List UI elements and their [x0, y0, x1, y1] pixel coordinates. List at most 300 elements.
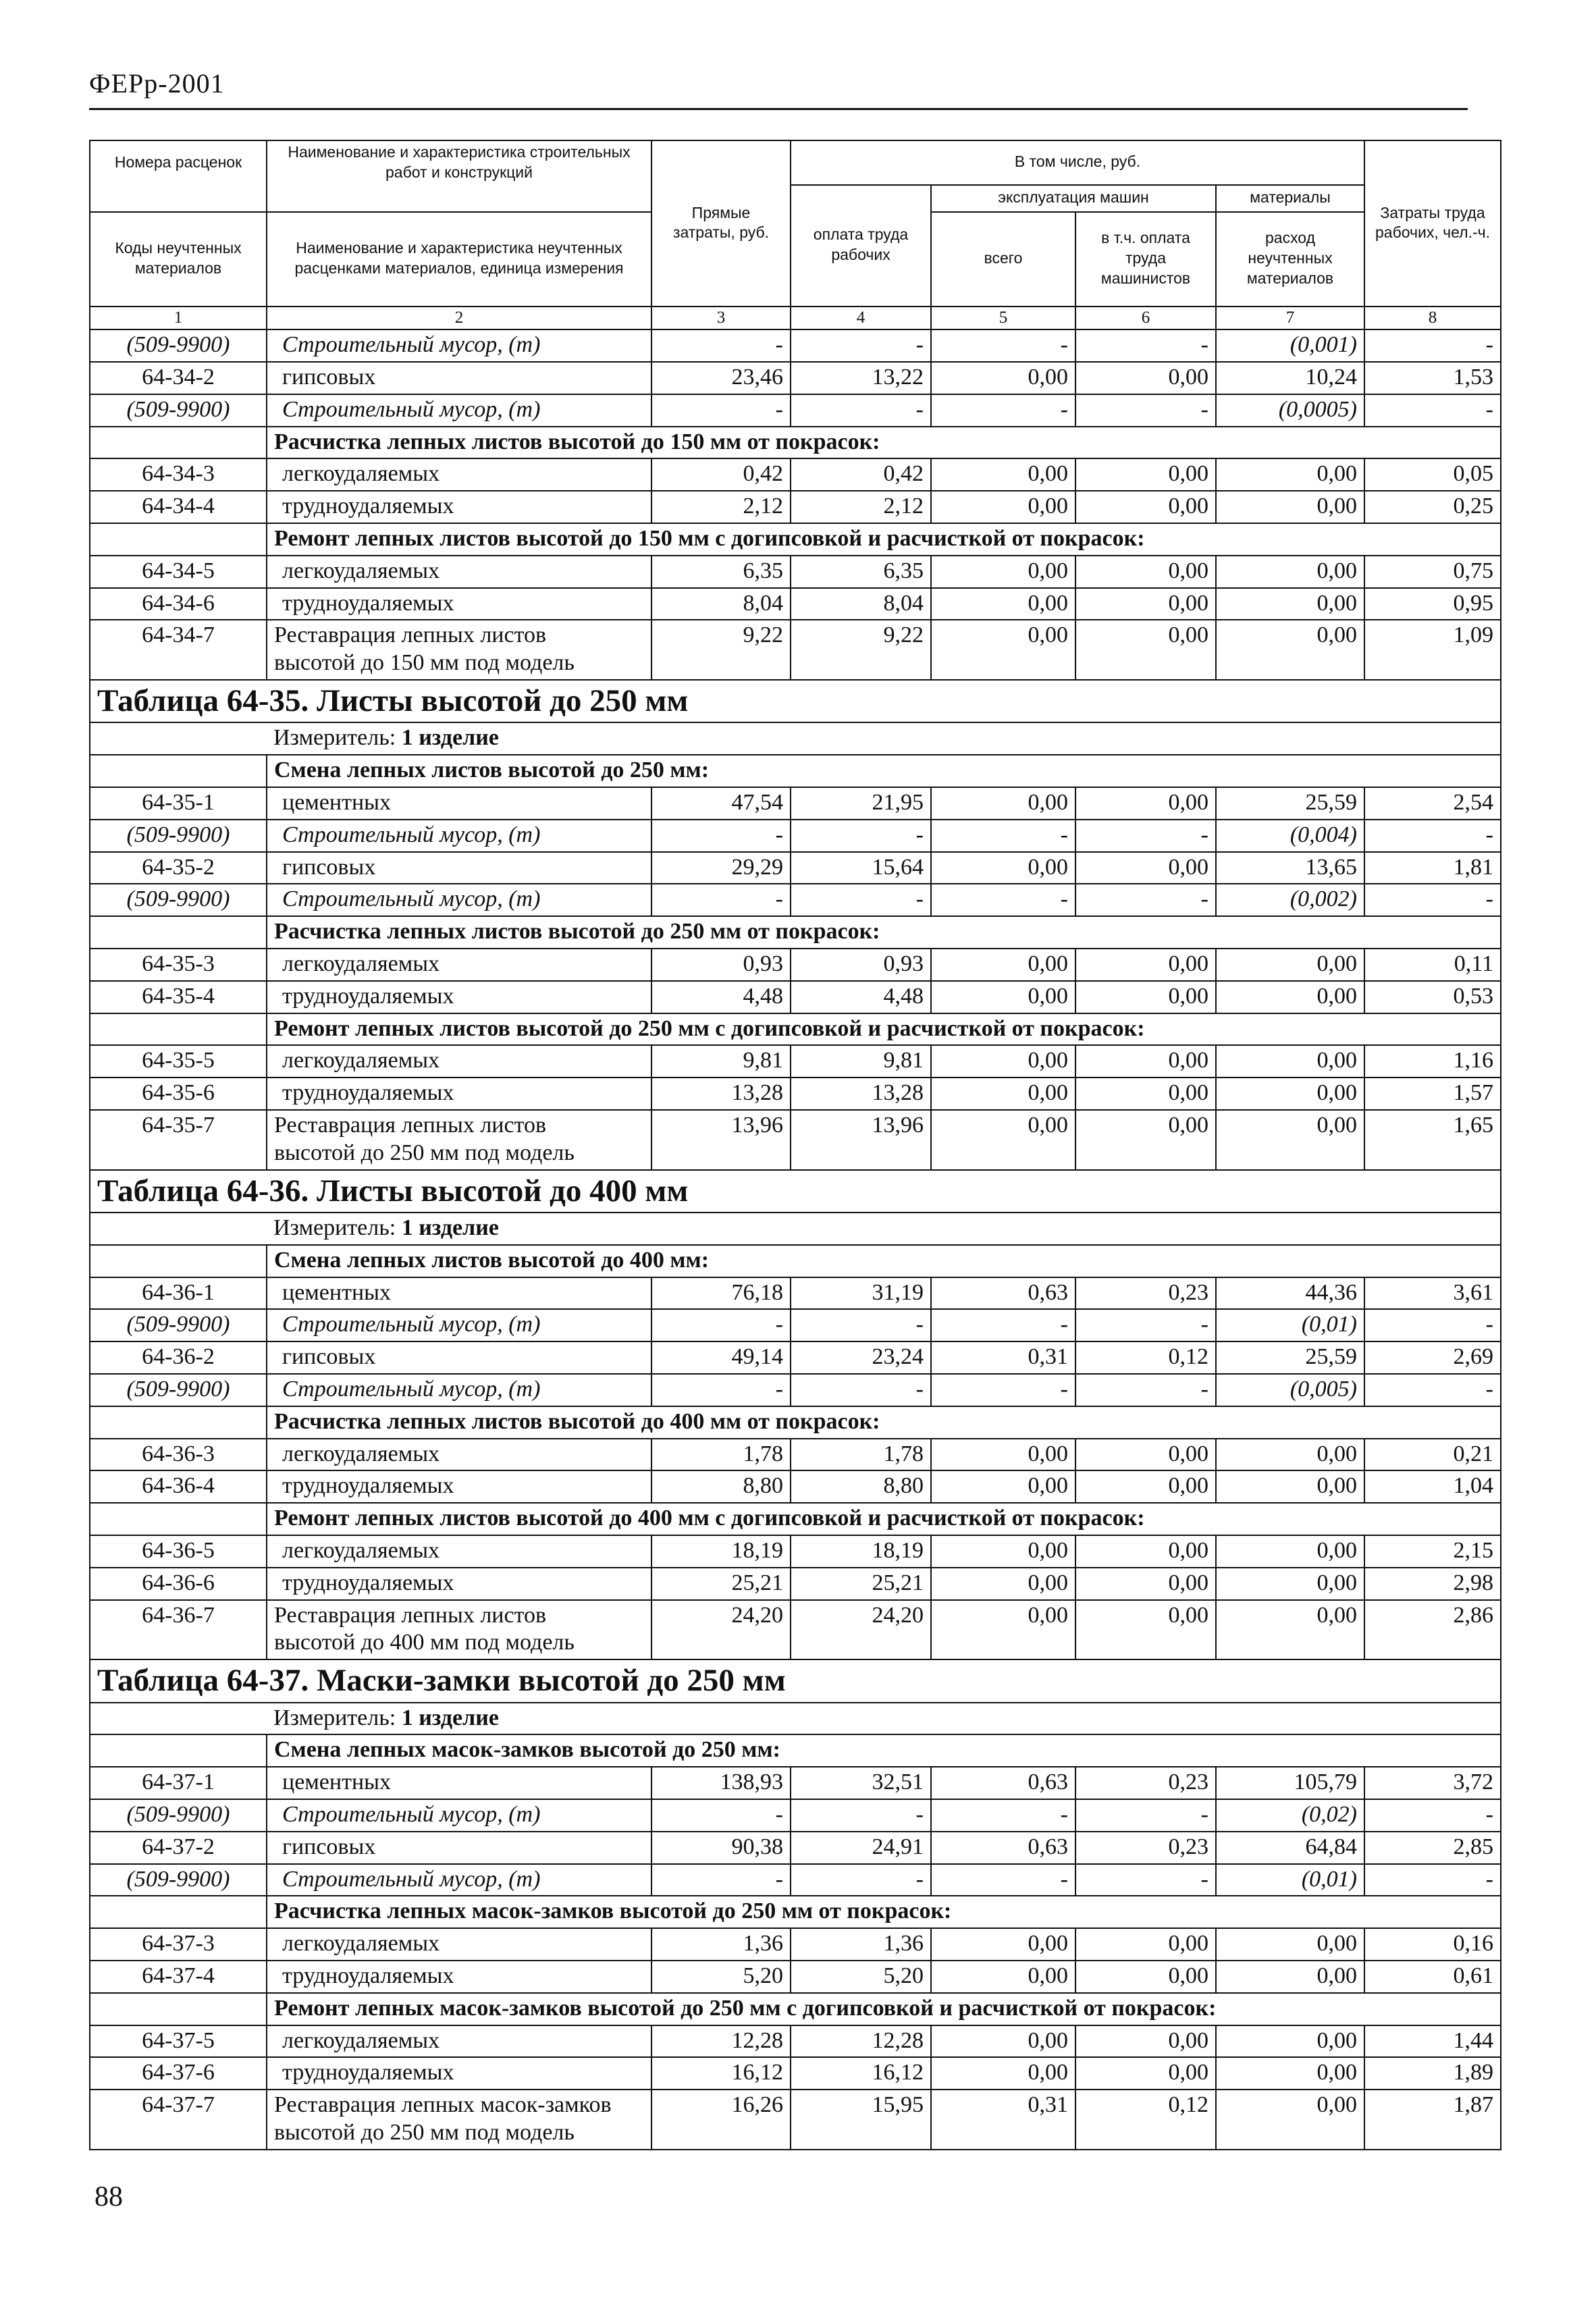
rate-row	[90, 1078, 1501, 1110]
header-rate-numbers: Номера расценок	[90, 140, 267, 185]
rate-code: 64-35-3	[90, 949, 267, 981]
column-number: 2	[267, 307, 651, 330]
group-row	[90, 1993, 1501, 2025]
materials-consumption-value: 0,00	[1216, 1928, 1364, 1961]
header-material-codes: Коды неучтенных материалов	[90, 212, 267, 307]
column-number: 6	[1075, 307, 1216, 330]
wages-value: 1,78	[791, 1439, 931, 1471]
work-name: легкоудаляемых	[267, 556, 651, 588]
machinists-wages-value: 0,00	[1075, 1470, 1216, 1503]
machinists-wages-value: 0,00	[1075, 458, 1216, 491]
materials-consumption-value: 13,65	[1216, 852, 1364, 884]
group-row	[90, 1734, 1501, 1767]
labor-costs-value: -	[1364, 394, 1501, 427]
header-materials: материалы	[1216, 185, 1364, 212]
page-number: 88	[95, 2181, 123, 2212]
machinists-wages-value: 0,00	[1075, 2057, 1216, 2090]
machines-total-value: 0,00	[931, 1045, 1075, 1078]
direct-costs-value: 2,12	[651, 491, 791, 523]
header-materials-consumption: расход неучтенных материалов	[1216, 212, 1364, 307]
machinists-wages-value: 0,00	[1075, 1568, 1216, 1600]
machinists-wages-value: 0,00	[1075, 620, 1216, 680]
labor-costs-value: 1,65	[1364, 1110, 1501, 1170]
meter-spacer	[90, 722, 267, 755]
materials-consumption-value: 64,84	[1216, 1832, 1364, 1864]
table-title: Таблица 64-35. Листы высотой до 250 мм	[90, 680, 1501, 722]
machinists-wages-value: 0,00	[1075, 787, 1216, 820]
labor-costs-value: -	[1364, 329, 1501, 362]
machinists-wages-value: 0,00	[1075, 556, 1216, 588]
wages-value: 25,21	[791, 1568, 931, 1600]
group-row	[90, 523, 1501, 556]
group-spacer	[90, 1993, 267, 2025]
labor-costs-value: 2,15	[1364, 1535, 1501, 1568]
wages-value: 23,24	[791, 1341, 931, 1374]
work-name-line: Реставрация лепных листов	[274, 1602, 547, 1628]
direct-costs-value: -	[651, 1309, 791, 1341]
header-machines-total: всего	[931, 212, 1075, 307]
direct-costs-value: 25,21	[651, 1568, 791, 1600]
header-material-names: Наименование и характеристика неучтенных расценками материалов, единица измерения	[267, 212, 651, 307]
machines-total-value: 0,00	[931, 362, 1075, 394]
machines-total-value: 0,00	[931, 1600, 1075, 1660]
wages-value: -	[791, 329, 931, 362]
material-row	[90, 1374, 1501, 1406]
work-name: цементных	[267, 1767, 651, 1799]
wages-value: 8,80	[791, 1470, 931, 1503]
work-name: легкоудаляемых	[267, 1928, 651, 1961]
wages-value: -	[791, 1799, 931, 1832]
machinists-wages-value: -	[1075, 1864, 1216, 1896]
machines-total-value: -	[931, 820, 1075, 852]
rate-code: 64-37-4	[90, 1961, 267, 1993]
material-name: Строительный мусор, (т)	[267, 1864, 651, 1896]
machinists-wages-value: 0,00	[1075, 1961, 1216, 1993]
labor-costs-value: 1,44	[1364, 2025, 1501, 2058]
materials-consumption-value: 0,00	[1216, 620, 1364, 680]
meter-row	[90, 1703, 1501, 1735]
labor-costs-value: 1,53	[1364, 362, 1501, 394]
machines-total-value: 0,63	[931, 1767, 1075, 1799]
rate-code: 64-37-1	[90, 1767, 267, 1799]
material-row	[90, 394, 1501, 427]
materials-consumption-value: (0,01)	[1216, 1864, 1364, 1896]
labor-costs-value: -	[1364, 884, 1501, 916]
labor-costs-value: -	[1364, 1864, 1501, 1896]
rate-row	[90, 2025, 1501, 2058]
materials-consumption-value: 0,00	[1216, 1568, 1364, 1600]
group-row	[90, 1013, 1501, 1046]
direct-costs-value: 49,14	[651, 1341, 791, 1374]
labor-costs-value: 0,75	[1364, 556, 1501, 588]
direct-costs-value: 1,36	[651, 1928, 791, 1961]
machinists-wages-value: -	[1075, 884, 1216, 916]
meter-text	[267, 1703, 1501, 1735]
rate-code: 64-35-2	[90, 852, 267, 884]
direct-costs-value: 16,12	[651, 2057, 791, 2090]
work-name-line: Реставрация лепных листов	[274, 1113, 547, 1138]
machines-total-value: 0,00	[931, 1928, 1075, 1961]
wages-value: 0,93	[791, 949, 931, 981]
labor-costs-value: -	[1364, 1799, 1501, 1832]
machines-total-value: 0,31	[931, 1341, 1075, 1374]
material-code: (509-9900)	[90, 394, 267, 427]
wages-value: -	[791, 1374, 931, 1406]
wages-value: 13,28	[791, 1078, 931, 1110]
machines-total-value: 0,00	[931, 1568, 1075, 1600]
group-spacer	[90, 1503, 267, 1535]
norms-table	[89, 140, 1501, 2150]
material-row	[90, 820, 1501, 852]
work-name: трудноудаляемых	[267, 1470, 651, 1503]
rate-code: 64-36-4	[90, 1470, 267, 1503]
machinists-wages-value: 0,00	[1075, 362, 1216, 394]
rate-code: 64-37-7	[90, 2090, 267, 2150]
wages-value: 15,64	[791, 852, 931, 884]
rate-code: 64-35-7	[90, 1110, 267, 1170]
rate-row	[90, 458, 1501, 491]
machines-total-value: 0,00	[931, 620, 1075, 680]
rate-code: 64-35-6	[90, 1078, 267, 1110]
labor-costs-value: 2,54	[1364, 787, 1501, 820]
group-spacer	[90, 1245, 267, 1277]
direct-costs-value: -	[651, 1864, 791, 1896]
work-name: гипсовых	[267, 362, 651, 394]
rate-row	[90, 1568, 1501, 1600]
labor-costs-value: 3,72	[1364, 1767, 1501, 1799]
header-machines: эксплуатация машин	[931, 185, 1216, 212]
wages-value: 18,19	[791, 1535, 931, 1568]
direct-costs-value: 12,28	[651, 2025, 791, 2058]
labor-costs-value: 1,04	[1364, 1470, 1501, 1503]
header-spacer	[90, 185, 267, 212]
wages-value: 24,20	[791, 1600, 931, 1660]
wages-value: -	[791, 1864, 931, 1896]
work-name-line: высотой до 250 мм под модель	[274, 1140, 575, 1165]
machinists-wages-value: 0,00	[1075, 1439, 1216, 1471]
group-spacer	[90, 1896, 267, 1928]
table-title: Таблица 64-37. Маски-замки высотой до 250 мм	[90, 1659, 1501, 1702]
direct-costs-value: 8,80	[651, 1470, 791, 1503]
material-name: Строительный мусор, (т)	[267, 394, 651, 427]
group-spacer	[90, 1013, 267, 1046]
rate-code: 64-34-5	[90, 556, 267, 588]
work-name: трудноудаляемых	[267, 491, 651, 523]
labor-costs-value: 2,86	[1364, 1600, 1501, 1660]
rate-row	[90, 949, 1501, 981]
direct-costs-value: 13,96	[651, 1110, 791, 1170]
column-numbers-row	[90, 307, 1501, 330]
work-name-line: высотой до 150 мм под модель	[274, 650, 575, 676]
machines-total-value: 0,00	[931, 1961, 1075, 1993]
group-spacer	[90, 755, 267, 787]
group-row	[90, 1896, 1501, 1928]
materials-consumption-value: 0,00	[1216, 1078, 1364, 1110]
rate-code: 64-37-6	[90, 2057, 267, 2090]
work-name	[267, 1110, 651, 1170]
wages-value: 12,28	[791, 2025, 931, 2058]
materials-consumption-value: 0,00	[1216, 1470, 1364, 1503]
wages-value: 15,95	[791, 2090, 931, 2150]
rate-code: 64-37-3	[90, 1928, 267, 1961]
wages-value: 9,22	[791, 620, 931, 680]
group-title: Расчистка лепных масок-замков высотой до 250 мм от покрасок:	[267, 1896, 1501, 1928]
group-row	[90, 916, 1501, 949]
direct-costs-value: 76,18	[651, 1277, 791, 1310]
machines-total-value: -	[931, 1309, 1075, 1341]
header-rule	[89, 108, 1468, 110]
wages-value: 5,20	[791, 1961, 931, 1993]
meter-spacer	[90, 1703, 267, 1735]
material-code: (509-9900)	[90, 820, 267, 852]
group-spacer	[90, 1734, 267, 1767]
material-name: Строительный мусор, (т)	[267, 1374, 651, 1406]
labor-costs-value: 1,87	[1364, 2090, 1501, 2150]
material-row	[90, 1799, 1501, 1832]
rate-row	[90, 1600, 1501, 1660]
wages-value: 2,12	[791, 491, 931, 523]
column-number: 1	[90, 307, 267, 330]
work-name: легкоудаляемых	[267, 949, 651, 981]
group-title: Ремонт лепных листов высотой до 400 мм с догипсовкой и расчисткой от покрасок:	[267, 1503, 1501, 1535]
rate-code: 64-36-7	[90, 1600, 267, 1660]
rate-code: 64-35-5	[90, 1045, 267, 1078]
work-name-line: Реставрация лепных масок-замков	[274, 2092, 612, 2118]
rate-code: 64-37-5	[90, 2025, 267, 2058]
group-title: Смена лепных листов высотой до 400 мм:	[267, 1245, 1501, 1277]
labor-costs-value: 0,16	[1364, 1928, 1501, 1961]
materials-consumption-value: 0,00	[1216, 1110, 1364, 1170]
table-title: Таблица 64-36. Листы высотой до 400 мм	[90, 1170, 1501, 1213]
wages-value: 31,19	[791, 1277, 931, 1310]
group-spacer	[90, 916, 267, 949]
rate-code: 64-34-3	[90, 458, 267, 491]
direct-costs-value: 0,93	[651, 949, 791, 981]
machinists-wages-value: 0,23	[1075, 1277, 1216, 1310]
rate-code: 64-34-4	[90, 491, 267, 523]
materials-consumption-value: (0,001)	[1216, 329, 1364, 362]
labor-costs-value: 0,11	[1364, 949, 1501, 981]
machinists-wages-value: 0,00	[1075, 2025, 1216, 2058]
labor-costs-value: 1,16	[1364, 1045, 1501, 1078]
materials-consumption-value: (0,002)	[1216, 884, 1364, 916]
materials-consumption-value: (0,004)	[1216, 820, 1364, 852]
rate-code: 64-34-7	[90, 620, 267, 680]
rate-code: 64-36-2	[90, 1341, 267, 1374]
machines-total-value: 0,00	[931, 1535, 1075, 1568]
materials-consumption-value: (0,005)	[1216, 1374, 1364, 1406]
labor-costs-value: 0,21	[1364, 1439, 1501, 1471]
material-row	[90, 329, 1501, 362]
rate-row	[90, 362, 1501, 394]
machines-total-value: 0,00	[931, 2025, 1075, 2058]
machinists-wages-value: 0,00	[1075, 1045, 1216, 1078]
group-row	[90, 1245, 1501, 1277]
direct-costs-value: 6,35	[651, 556, 791, 588]
rate-row	[90, 2090, 1501, 2150]
column-number: 4	[791, 307, 931, 330]
machines-total-value: -	[931, 1374, 1075, 1406]
group-title: Смена лепных листов высотой до 250 мм:	[267, 755, 1501, 787]
materials-consumption-value: 0,00	[1216, 491, 1364, 523]
material-name: Строительный мусор, (т)	[267, 820, 651, 852]
machinists-wages-value: 0,00	[1075, 1600, 1216, 1660]
materials-consumption-value: 0,00	[1216, 2090, 1364, 2150]
machinists-wages-value: 0,12	[1075, 1341, 1216, 1374]
direct-costs-value: 90,38	[651, 1832, 791, 1864]
rate-code: 64-34-2	[90, 362, 267, 394]
materials-consumption-value: 0,00	[1216, 1535, 1364, 1568]
material-code: (509-9900)	[90, 1864, 267, 1896]
wages-value: 16,12	[791, 2057, 931, 2090]
labor-costs-value: -	[1364, 820, 1501, 852]
rate-code: 64-37-2	[90, 1832, 267, 1864]
direct-costs-value: 47,54	[651, 787, 791, 820]
group-row	[90, 1406, 1501, 1439]
wages-value: 4,48	[791, 981, 931, 1013]
direct-costs-value: 138,93	[651, 1767, 791, 1799]
rate-code: 64-36-1	[90, 1277, 267, 1310]
wages-value: 32,51	[791, 1767, 931, 1799]
materials-consumption-value: 0,00	[1216, 2057, 1364, 2090]
machines-total-value: -	[931, 1799, 1075, 1832]
materials-consumption-value: 0,00	[1216, 1439, 1364, 1471]
rate-row	[90, 1767, 1501, 1799]
material-code: (509-9900)	[90, 329, 267, 362]
work-name: трудноудаляемых	[267, 1078, 651, 1110]
group-spacer	[90, 427, 267, 459]
materials-consumption-value: 0,00	[1216, 588, 1364, 620]
machinists-wages-value: -	[1075, 394, 1216, 427]
material-row	[90, 1309, 1501, 1341]
wages-value: 13,22	[791, 362, 931, 394]
group-title: Расчистка лепных листов высотой до 250 мм от покрасок:	[267, 916, 1501, 949]
machinists-wages-value: 0,23	[1075, 1832, 1216, 1864]
direct-costs-value: -	[651, 394, 791, 427]
direct-costs-value: -	[651, 329, 791, 362]
machines-total-value: 0,00	[931, 1470, 1075, 1503]
material-row	[90, 1864, 1501, 1896]
machines-total-value: 0,00	[931, 787, 1075, 820]
header-machinists-wages: в т.ч. оплата труда машинистов	[1075, 212, 1216, 307]
wages-value: 8,04	[791, 588, 931, 620]
header-labor-costs: Затраты труда рабочих, чел.-ч.	[1364, 140, 1501, 307]
group-spacer	[90, 1406, 267, 1439]
machinists-wages-value: 0,23	[1075, 1767, 1216, 1799]
meter-label: Измеритель:	[273, 1705, 402, 1730]
work-name: легкоудаляемых	[267, 2025, 651, 2058]
material-row	[90, 884, 1501, 916]
direct-costs-value: 8,04	[651, 588, 791, 620]
work-name: трудноудаляемых	[267, 981, 651, 1013]
rate-row	[90, 2057, 1501, 2090]
work-name: трудноудаляемых	[267, 2057, 651, 2090]
rate-row	[90, 620, 1501, 680]
meter-value: 1 изделие	[401, 1215, 499, 1240]
meter-row	[90, 722, 1501, 755]
materials-consumption-value: 0,00	[1216, 1600, 1364, 1660]
work-name-line: Реставрация лепных листов	[274, 622, 547, 648]
machines-total-value: -	[931, 394, 1075, 427]
labor-costs-value: 0,25	[1364, 491, 1501, 523]
machines-total-value: 0,00	[931, 981, 1075, 1013]
work-name: цементных	[267, 1277, 651, 1310]
material-code: (509-9900)	[90, 1374, 267, 1406]
machinists-wages-value: -	[1075, 820, 1216, 852]
materials-consumption-value: 0,00	[1216, 1045, 1364, 1078]
material-name: Строительный мусор, (т)	[267, 329, 651, 362]
column-number: 5	[931, 307, 1075, 330]
header-work-name: Наименование и характеристика строительных работ и конструкций	[267, 140, 651, 185]
direct-costs-value: 29,29	[651, 852, 791, 884]
machinists-wages-value: 0,00	[1075, 1110, 1216, 1170]
work-name: трудноудаляемых	[267, 1568, 651, 1600]
rate-row	[90, 1832, 1501, 1864]
direct-costs-value: 0,42	[651, 458, 791, 491]
rate-row	[90, 1439, 1501, 1471]
group-row	[90, 1503, 1501, 1535]
rate-code: 64-36-3	[90, 1439, 267, 1471]
rate-row	[90, 1341, 1501, 1374]
rate-code: 64-36-5	[90, 1535, 267, 1568]
table-title-row	[90, 1170, 1501, 1213]
rate-row	[90, 1928, 1501, 1961]
direct-costs-value: -	[651, 1799, 791, 1832]
direct-costs-value: -	[651, 884, 791, 916]
rate-row	[90, 1110, 1501, 1170]
work-name-line: высотой до 400 мм под модель	[274, 1630, 575, 1655]
work-name: гипсовых	[267, 1341, 651, 1374]
materials-consumption-value: 44,36	[1216, 1277, 1364, 1310]
table-title-row	[90, 1659, 1501, 1702]
labor-costs-value: 2,98	[1364, 1568, 1501, 1600]
header-spacer	[267, 185, 651, 212]
wages-value: 9,81	[791, 1045, 931, 1078]
machinists-wages-value: 0,00	[1075, 1535, 1216, 1568]
materials-consumption-value: 0,00	[1216, 556, 1364, 588]
labor-costs-value: 0,53	[1364, 981, 1501, 1013]
group-spacer	[90, 523, 267, 556]
work-name: трудноудаляемых	[267, 588, 651, 620]
rate-row	[90, 787, 1501, 820]
work-name	[267, 2090, 651, 2150]
machines-total-value: 0,00	[931, 949, 1075, 981]
group-row	[90, 755, 1501, 787]
group-title: Ремонт лепных масок-замков высотой до 250 мм с догипсовкой и расчисткой от покрасок:	[267, 1993, 1501, 2025]
work-name: цементных	[267, 787, 651, 820]
machines-total-value: 0,00	[931, 1439, 1075, 1471]
wages-value: -	[791, 1309, 931, 1341]
labor-costs-value: 1,09	[1364, 620, 1501, 680]
material-code: (509-9900)	[90, 1309, 267, 1341]
materials-consumption-value: 10,24	[1216, 362, 1364, 394]
machinists-wages-value: 0,12	[1075, 2090, 1216, 2150]
machines-total-value: -	[931, 884, 1075, 916]
labor-costs-value: 0,05	[1364, 458, 1501, 491]
machines-total-value: 0,31	[931, 2090, 1075, 2150]
rate-code: 64-35-4	[90, 981, 267, 1013]
machinists-wages-value: 0,00	[1075, 1078, 1216, 1110]
machines-total-value: 0,00	[931, 1078, 1075, 1110]
machinists-wages-value: -	[1075, 329, 1216, 362]
meter-value: 1 изделие	[401, 1705, 499, 1730]
direct-costs-value: 5,20	[651, 1961, 791, 1993]
direct-costs-value: 9,81	[651, 1045, 791, 1078]
wages-value: -	[791, 884, 931, 916]
group-title: Расчистка лепных листов высотой до 150 мм от покрасок:	[267, 427, 1501, 459]
wages-value: 24,91	[791, 1832, 931, 1864]
machinists-wages-value: 0,00	[1075, 852, 1216, 884]
